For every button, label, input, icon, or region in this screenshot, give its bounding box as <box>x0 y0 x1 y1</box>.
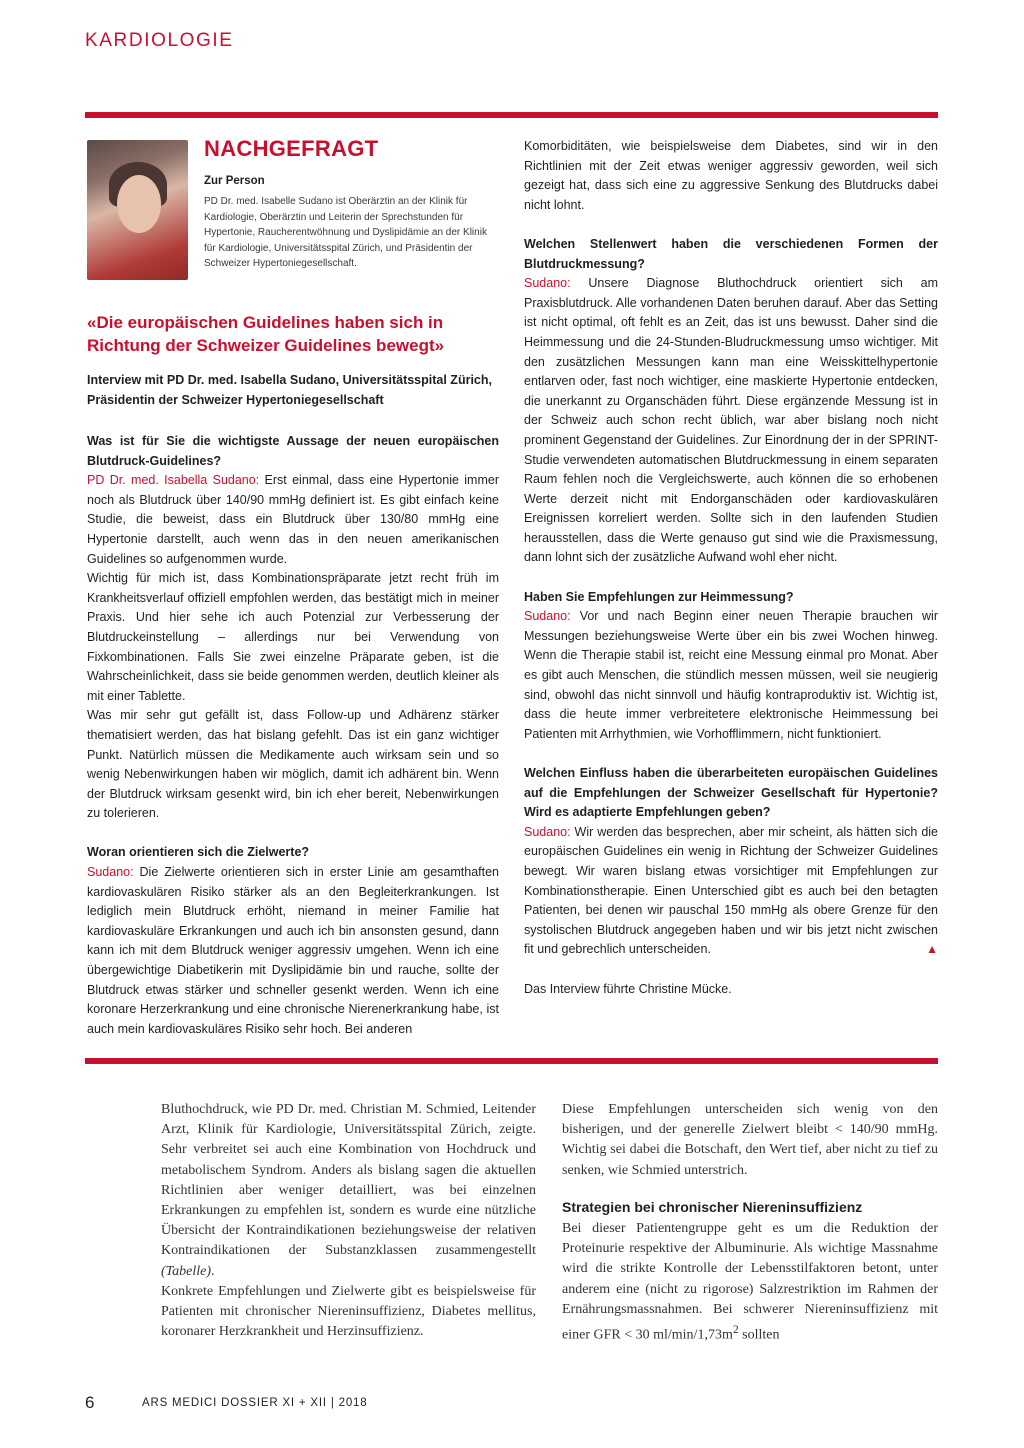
interview-credit: Das Interview führte Christine Mücke. <box>524 981 732 996</box>
answer-paragraph <box>87 863 499 1039</box>
answer-paragraph: Komorbiditäten, wie beispielsweise dem Diabetes, sind wir in den Richtlinien mit der Zeit etwas weniger aggressiv geworden, weil sich gezeigt hat, dass sich eine zu aggressive Senkung des Blutdrucks dabei nicht lohnt. <box>524 139 938 212</box>
answer-paragraph <box>87 471 499 569</box>
interview-intro: Interview mit PD Dr. med. Isabella Sudano, Universitätsspital Zürich, Präsidentin der Schweizer Hypertoniegesellschaft <box>87 373 492 407</box>
answer-text: Vor und nach Beginn einer neuen Therapie brauchen wir Messungen beziehungsweise Werte über ein bis zwei Wochen hinweg. Wenn die Therapie stabil ist, reicht eine Messung einmal pro Monat. Aber es gibt auch Menschen, die stündlich messen müssen, weil sie neugierig sind, obwohl das nicht sinnvoll und häufig kontraproduktiv ist. Wichtig ist, dass die heute immer verbreitetere elektronische Heimmessung bei Patienten mit Arrhythmien, wie Vorhofflimmern, nicht funktioniert. <box>524 609 938 741</box>
article-text: . <box>211 1263 215 1279</box>
question: Was ist für Sie die wichtigste Aussage der neuen europäischen Blutdruck-Guidelines? <box>87 434 499 468</box>
question: Woran orientieren sich die Zielwerte? <box>87 845 310 860</box>
article-text: Bluthochdruck, wie PD Dr. med. Christian M. Schmied, Leitender Arzt, Klinik für Kardiologie, Universitätsspital Zürich, zeigte. Sehr verbreitet sei auch eine Kombination von Hochdruck und metabolischem Syndrom. Anders als bislang sagen die aktuellen Richtlinien aber weniger detailliert, was bei einzelnen Erkrankungen zu empfehlen ist, sondern es wurde eine nützliche Übersicht der Kontraindikationen beziehungsweise der relativen Kontraindikationen der Substanzklassen zusammengestellt <box>161 1102 536 1259</box>
portrait-photo <box>87 140 188 280</box>
speaker-label: Sudano: <box>524 276 571 291</box>
article-column-right <box>562 1100 938 1346</box>
answer-paragraph <box>524 607 938 744</box>
person-text: PD Dr. med. Isabelle Sudano ist Oberärztin an der Klinik für Kardiologie, Oberärztin und Leiterin der Sprechstunden für Hypertonie, Raucherentwöhnung und Dyslipidämie an der Klinik für Kardiologie, Universitätsspital Zürich, und Präsidentin der Schweizer Hypertoniegesellschaft. <box>204 196 487 270</box>
article-paragraph <box>161 1100 536 1282</box>
article-paragraph: Konkrete Empfehlungen und Zielwerte gibt es beispielsweise für Patienten mit chronischer Niereninsuffizienz, Diabetes mellitus, koronarer Herzkrankheit und Herzinsuffizienz. <box>161 1283 536 1340</box>
answer-paragraph <box>524 274 938 568</box>
box-heading: NACHGEFRAGT <box>204 136 379 161</box>
answer-paragraph <box>524 823 938 960</box>
person-label: Zur Person <box>204 175 265 187</box>
page-number: 6 <box>85 1393 95 1412</box>
table-reference: (Tabelle) <box>161 1263 212 1279</box>
publication-title: ARS MEDICI DOSSIER XI + XII | 2018 <box>142 1397 368 1409</box>
article-text: sollten <box>738 1327 780 1343</box>
end-triangle-icon: ▲ <box>926 942 938 957</box>
speaker-label: PD Dr. med. Isabella Sudano: <box>87 473 260 488</box>
interview-column-right <box>524 137 938 999</box>
answer-paragraph: Wichtig für mich ist, dass Kombinationspräparate jetzt recht früh im Krankheitsverlauf offiziell empfohlen werden, das bestätigt mich in meiner Praxis. Und hier sehe ich auch Potenzial zur Verbesserung der Blutdruckeinstellung – allerdings nur bei Verwendung von Fixkombinationen. Falls Sie zwei einzelne Präparate geben, ist die Wahrscheinlichkeit, dass sie beide genommen werden, deutlich kleiner als mit einer Tablette. <box>87 571 499 703</box>
section-label: KARDIOLOGIE <box>85 30 234 51</box>
question: Welchen Stellenwert haben die verschiedenen Formen der Blutdruckmessung? <box>524 236 938 271</box>
answer-text: Unsere Diagnose Bluthochdruck orientiert sich am Praxisblutdruck. Alle vorhandenen Daten beruhen darauf. Aber das Setting ist nicht optimal, oft fehlt es an Zeit, das ist uns bewusst. Daher sind die Heimmessung und die 24-Stunden-Bludruckmessung umso wichtiger. Mit den zusätzlichen Messungen kann man eine Weisskittelhypertonie entlarven oder, fast noch wichtiger, eine maskierte Hypertonie entdecken, die unerkannt zu Organschäden führt. Diese ergänzende Messung ist in der Schweiz auch schon recht üblich, war aber bislang noch nicht prominent Gegenstand der Guidelines. Zur Einordnung der in der SPRINT-Studie verwendeten automatischen Blutdruckmessung in einem separaten Raum fehlen noch die Vergleichswerte, auch können die so erhobenen Werte derzeit nicht mit Endorganschäden oder kardiovaskulären Ereignissen korreliert werden. Sollte sich in den laufenden Studien herausstellen, dass die Werte genauso gut sind wie die Praxismessung, dann lohnt sich der zusätzliche Aufwand wohl eher nicht. <box>524 276 938 565</box>
interview-column-left <box>87 432 499 1039</box>
bottom-rule <box>85 1058 938 1064</box>
speaker-label: Sudano: <box>87 865 134 880</box>
article-paragraph <box>562 1219 938 1346</box>
answer-paragraph: Was mir sehr gut gefällt ist, dass Follow-up und Adhärenz stärker thematisiert werden, das hat bislang gefehlt. Das ist ein ganz wichtiger Punkt. Natürlich müssen die Medikamente auch wirksam sein und so wenig Nebenwirkungen haben wir möglich, damit ich adhärent bin. Wenn der Blutdruck wirksam gesenkt wird, bin ich eher bereit, Nebenwirkungen zu tolerieren. <box>87 708 499 821</box>
question: Haben Sie Empfehlungen zur Heimmessung? <box>524 589 794 604</box>
answer-text: Wir werden das besprechen, aber mir scheint, als hätten sich die europäischen Guidelines ein wenig in Richtung der Schweizer Guidelines bewegt. Wir waren bislang etwas vorsichtiger mit Empfehlungen zur Kombinationstherapie. Einen Unterschied gibt es auch bei den betagten Patienten, bei denen wir pauschal 150 mmHg als obere Grenze für den systolischen Blutdruck angegeben haben und wir bis jetzt nicht zwischen fit und gebrechlich unterscheiden. <box>524 824 938 957</box>
superscript: 2 <box>732 1323 739 1337</box>
article-subheading: Strategien bei chronischer Niereninsuffizienz <box>562 1198 863 1215</box>
article-paragraph: Diese Empfehlungen unterscheiden sich wenig von den bisherigen, und der generelle Zielwert bleibt < 140/90 mmHg. Wichtig sei dabei die Botschaft, den Wert tief, aber nicht zu tief zu senken, wie Schmied unterstrich. <box>562 1102 938 1178</box>
top-rule <box>85 112 938 118</box>
speaker-label: Sudano: <box>524 609 571 624</box>
answer-text: Die Zielwerte orientieren sich in erster Linie am gesamthaften kardiovaskulären Risiko stärker als an den Begleiterkrankungen. Ist lediglich mein Blutdruck erhöht, niemand in meiner Familie hat kardiovaskuläre Erkrankungen und auch ich bin ansonsten gesund, dann kann ich mit dem Blutdruck weniger aggressiv umgehen. Wenn ich eine übergewichtige Diabetikerin mit Dyslipidämie bin und rauche, sollte der Blutdruck etwas stärker und schneller gesenkt werden. Wenn ich eine koronare Herzerkrankung und eine chronische Nierenerkrankung habe, ist auch mein kardiovaskuläres Risiko sehr hoch. Bei anderen <box>87 865 499 1036</box>
answer-text: Erst einmal, dass eine Hypertonie immer noch als Blutdruck über 140/90 mmHg definiert ist. Es gibt einfach keine Studie, die beweist, dass ein Blutdruck über 130/80 mmHg eine Hypertonie darstellt, auch wenn das in den neuen amerikanischen Guidelines so aufgenommen wurde. <box>87 473 499 566</box>
pull-quote: «Die europäischen Guidelines haben sich in Richtung der Schweizer Guidelines bewegt» <box>87 313 445 355</box>
question: Welchen Einfluss haben die überarbeiteten europäischen Guidelines auf die Empfehlungen der Schweizer Gesellschaft für Hypertonie? Wird es adaptierte Empfehlungen geben? <box>524 766 938 820</box>
speaker-label: Sudano: <box>524 824 571 839</box>
article-text: Bei dieser Patientengruppe geht es um die Reduktion der Proteinurie respektive der Albuminurie. Als wichtige Massnahme wird die strikte Kontrolle der Lebensstilfaktoren betont, unter anderem eine (nicht zu rigorose) Salzrestriktion im Rahmen der Ernährungsmassnahmen. Bei schwerer Niereninsuffizienz mit einer GFR < 30 ml/min/1,73m <box>562 1221 938 1343</box>
article-column-left <box>161 1100 536 1342</box>
